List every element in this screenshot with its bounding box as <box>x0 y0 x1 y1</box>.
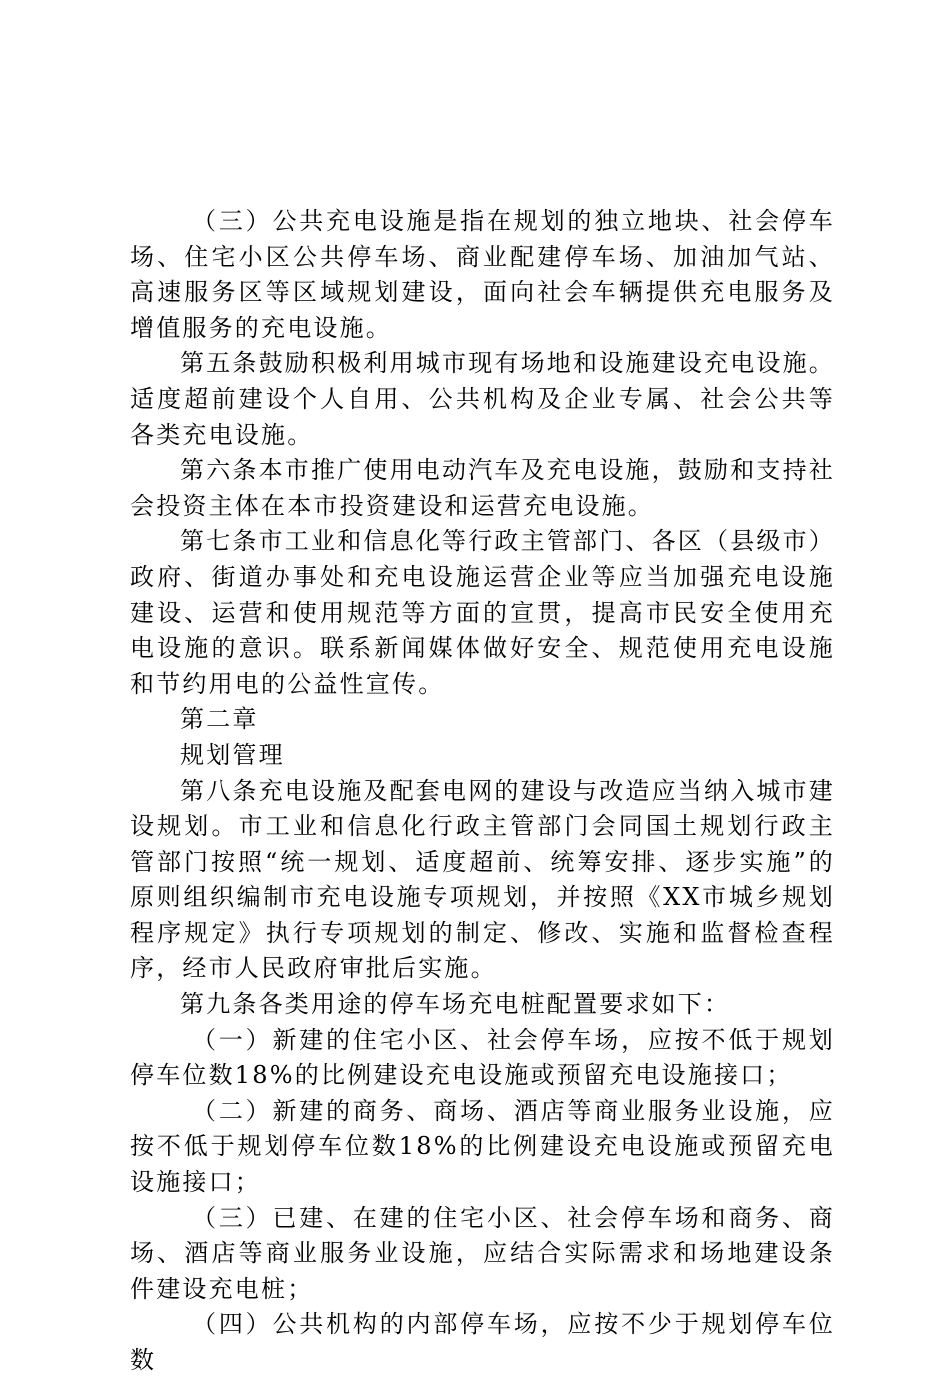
paragraph-article-9: 第九条各类用途的停车场充电桩配置要求如下： <box>180 990 731 1019</box>
paragraph-article-6: 第六条本市推广使用电动汽车及充电设施，鼓励和支持社会投资主体在本市投资建设和运营充电设施。 <box>130 456 835 520</box>
paragraph-article-5: 第五条鼓励积极利用城市现有场地和设施建设充电设施。适度超前建设个人自用、公共机构及企业专属、社会公共等各类充电设施。 <box>130 349 835 449</box>
paragraph-item-1: （一）新建的住宅小区、社会停车场，应按不低于规划停车位数18%的比例建设充电设施或预留充电设施接口； <box>130 1025 835 1090</box>
paragraph-clause-3-public-charging: （三）公共充电设施是指在规划的独立地块、社会停车场、住宅小区公共停车场、商业配建停车场、加油加气站、高速服务区等区域规划建设，面向社会车辆提供充电服务及增值服务的充电设施。 <box>130 207 835 342</box>
paragraph-item-2: （二）新建的商务、商场、酒店等商业服务业设施，应按不低于规划停车位数18%的比例建设充电设施或预留充电设施接口； <box>130 1096 835 1197</box>
paragraph-item-3: （三）已建、在建的住宅小区、社会停车场和商务、商场、酒店等商业服务业设施，应结合实际需求和场地建设条件建设充电桩； <box>130 1203 835 1303</box>
paragraph-item-4: （四）公共机构的内部停车场，应按不少于规划停车位数 <box>130 1310 835 1374</box>
document-body <box>130 204 835 1379</box>
paragraph-article-7: 第七条市工业和信息化等行政主管部门、各区（县级市）政府、街道办事处和充电设施运营企业等应当加强充电设施建设、运营和使用规范等方面的宣贯，提高市民安全使用充电设施的意识。联系新闻媒体做好安全、规范使用充电设施和节约用电的公益性宣传。 <box>130 527 835 698</box>
chapter-number-heading: 第二章 <box>180 705 259 734</box>
paragraph-article-8: 第八条充电设施及配套电网的建设与改造应当纳入城市建设规划。市工业和信息化行政主管部门会同国土规划行政主管部门按照“统一规划、适度超前、统筹安排、逐步实施”的原则组织编制市充电设施专项规划，并按照《XX市城乡规划程序规定》执行专项规划的制定、修改、实施和监督检查程序，经市人民政府审批后实施。 <box>130 776 835 983</box>
chapter-title-heading: 规划管理 <box>180 740 285 769</box>
